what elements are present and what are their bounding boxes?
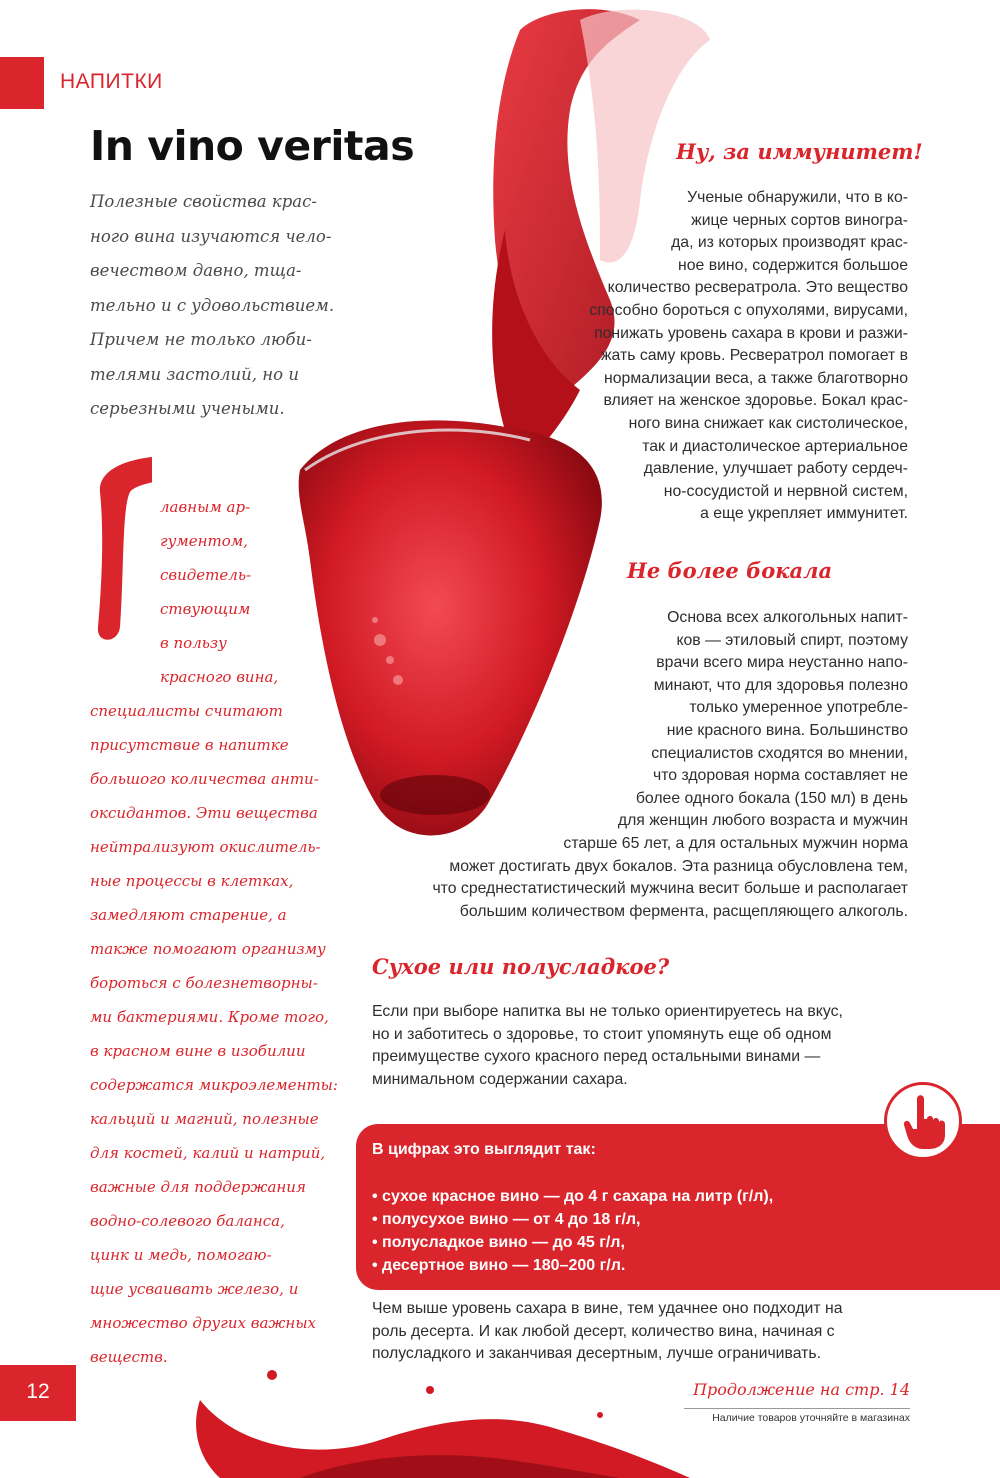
intro-line: красного вина, xyxy=(160,668,279,686)
callout-title: В цифрах это выглядит так: xyxy=(372,1141,596,1158)
lead-line: Причем не только люби- xyxy=(90,330,312,349)
immunity-line: давление, улучшает работу сердеч- xyxy=(643,460,908,478)
glass-line: для женщин любого возраста и мужчин xyxy=(617,812,908,830)
intro-line: ные процессы в клетках, xyxy=(90,872,294,890)
closing-line: полусладкого и заканчивая десертным, лучше ограничивать. xyxy=(372,1345,822,1363)
glass-line: может достигать двух бокалов. Эта разница обусловлена тем, xyxy=(449,857,908,875)
intro-line: оксидантов. Эти вещества xyxy=(90,804,318,822)
intro-line: для костей, калий и натрий, xyxy=(90,1144,326,1162)
dry-line: но и заботитесь о здоровье, то стоит упомянуть еще об одном xyxy=(372,1025,832,1043)
immunity-paragraph xyxy=(589,187,908,526)
glass-line: ков — этиловый спирт, поэтому xyxy=(676,631,908,649)
immunity-line: количество ресвератрола. Это вещество xyxy=(607,279,908,297)
immunity-line: жице черных сортов виногра- xyxy=(691,211,908,229)
intro-line: цинк и медь, помогаю- xyxy=(90,1246,272,1264)
intro-line: также помогают организму xyxy=(90,940,326,958)
lead-line: Полезные свойства крас- xyxy=(90,192,317,211)
immunity-line: ное вино, содержится большое xyxy=(678,256,908,274)
intro-line: ствующим xyxy=(160,600,251,618)
glass-paragraph xyxy=(432,607,908,923)
intro-line: содержатся микроэлементы: xyxy=(90,1076,338,1094)
glass-line: что здоровая норма составляет не xyxy=(652,767,908,785)
intro-line: большого количества анти- xyxy=(90,770,319,788)
glass-line: что среднестатистический мужчина весит больше и располагает xyxy=(432,880,908,898)
intro-line: в пользу xyxy=(160,634,227,652)
closing-line: Чем выше уровень сахара в вине, тем удачнее оно подходит на xyxy=(372,1300,843,1317)
immunity-line: да, из которых производят крас- xyxy=(671,234,908,252)
lead-paragraph xyxy=(90,185,360,427)
immunity-line: жать саму кровь. Ресвератрол помогает в xyxy=(600,347,908,365)
immunity-line: влияет на женское здоровье. Бокал крас- xyxy=(603,392,908,410)
intro-line: веществ. xyxy=(90,1348,168,1366)
intro-line: присутствие в напитке xyxy=(90,736,289,754)
immunity-line: нормализации веса, а также благотворно xyxy=(604,369,908,387)
intro-line: замедляют старение, а xyxy=(90,906,287,924)
intro-line: ми бактериями. Кроме того, xyxy=(90,1008,329,1026)
callout-item: • сухое красное вино — до 4 г сахара на литр (г/л), xyxy=(372,1188,774,1205)
dry-line: Если при выборе напитка вы не только ориентируетесь на вкус, xyxy=(372,1003,843,1020)
glass-line: минают, что для здоровья полезно xyxy=(653,676,908,694)
dry-paragraph xyxy=(372,1001,843,1091)
intro-line: свидетель- xyxy=(160,566,252,584)
glass-line: старше 65 лет, а для остальных мужчин норма xyxy=(563,834,908,852)
intro-line: в красном вине в изобилии xyxy=(90,1042,306,1060)
pointing-hand-icon xyxy=(887,1085,959,1157)
intro-line: водно-солевого баланса, xyxy=(90,1212,285,1230)
glass-line: Основа всех алкогольных напит- xyxy=(667,609,908,626)
callout-icon-badge xyxy=(884,1082,962,1160)
lead-line: вечеством давно, тща- xyxy=(90,261,302,280)
callout-list xyxy=(372,1185,773,1277)
lead-line: ного вина изучаются чело- xyxy=(90,226,332,246)
section-marker xyxy=(0,57,44,109)
intro-line: щие усваивать железо, и xyxy=(90,1280,299,1298)
immunity-line: но-сосудистой и нервной систем, xyxy=(663,482,908,500)
immunity-line: а еще укрепляет иммунитет. xyxy=(700,505,908,523)
page-number: 12 xyxy=(26,1380,50,1403)
callout-item: • полусухое вино — от 4 до 18 г/л, xyxy=(372,1211,641,1228)
heading-glass: Не более бокала xyxy=(627,558,833,583)
intro-column xyxy=(90,490,338,1374)
glass-line: только умеренное употребле- xyxy=(689,699,908,717)
intro-line: множество других важных xyxy=(90,1314,316,1332)
immunity-line: Ученые обнаружили, что в ко- xyxy=(687,189,908,206)
dry-line: преимуществе сухого красного перед остальными винами — xyxy=(372,1048,821,1066)
heading-dry: Сухое или полусладкое? xyxy=(372,954,670,979)
immunity-line: понижать уровень сахара в крови и разжи- xyxy=(594,324,908,342)
glass-line: ние красного вина. Большинство xyxy=(666,721,908,739)
closing-line: роль десерта. И как любой десерт, количество вина, начиная с xyxy=(372,1322,835,1340)
footer-divider xyxy=(684,1408,910,1409)
intro-line: лавным ар- xyxy=(160,498,251,516)
lead-line: телями застолий, но и xyxy=(90,364,299,384)
heading-immunity: Ну, за иммунитет! xyxy=(676,139,923,164)
footer-note: Наличие товаров уточняйте в магазинах xyxy=(712,1412,910,1424)
continue-link[interactable]: Продолжение на стр. 14 xyxy=(693,1380,910,1399)
immunity-line: способно бороться с опухолями, вирусами, xyxy=(589,301,908,319)
callout-item: • десертное вино — 180–200 г/л. xyxy=(372,1257,626,1274)
immunity-line: ного вина снижает как систолическое, xyxy=(628,414,908,432)
article-title: In vino veritas xyxy=(90,122,415,170)
immunity-line: так и диастолическое артериальное xyxy=(642,437,908,455)
glass-line: большим количеством фермента, расщепляющего алкоголь. xyxy=(459,902,908,920)
intro-line: нейтрализуют окислитель- xyxy=(90,838,321,856)
glass-line: врачи всего мира неустанно напо- xyxy=(656,654,908,672)
glass-line: более одного бокала (150 мл) в день xyxy=(635,789,908,807)
intro-line: гументом, xyxy=(160,532,248,550)
closing-paragraph xyxy=(372,1298,843,1366)
lead-line: серьезными учеными. xyxy=(90,399,285,418)
intro-line: важные для поддержания xyxy=(90,1178,306,1196)
dry-line: минимальном содержании сахара. xyxy=(372,1070,628,1088)
section-label: НАПИТКИ xyxy=(60,70,163,93)
glass-line: специалистов сходятся во мнении, xyxy=(651,744,908,762)
intro-line: бороться с болезнетворны- xyxy=(90,974,318,992)
lead-line: тельно и с удовольствием. xyxy=(90,295,335,315)
intro-line: специалисты считают xyxy=(90,702,283,720)
intro-line: кальций и магний, полезные xyxy=(90,1110,319,1128)
callout-item: • полусладкое вино — до 45 г/л, xyxy=(372,1234,625,1251)
